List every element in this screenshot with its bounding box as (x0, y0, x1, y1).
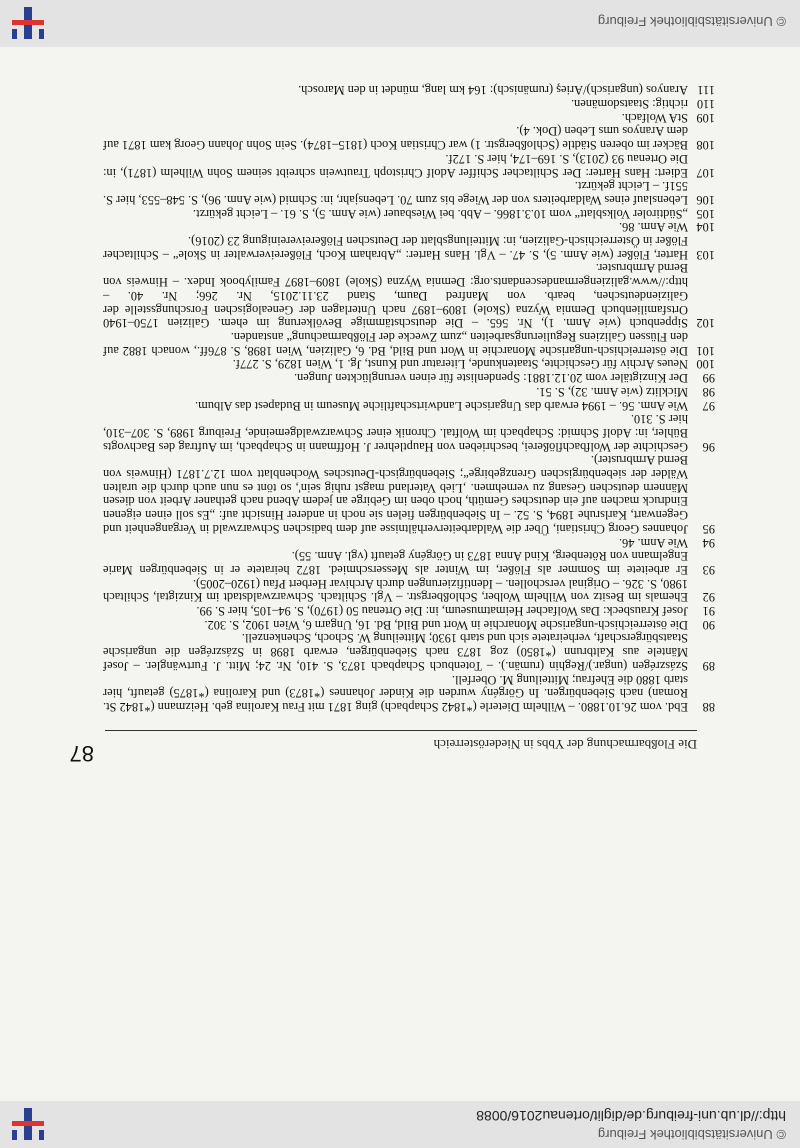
footnote-number: 105 (696, 206, 715, 221)
footnote-text: Ehemals im Besitz von Wilhelm Wolber, Schloßbergstr. – Vgl. Schiltach. Schwarzwaldstadt im Kinzigtal, Schiltach 1980, S. 326. – Original verschollen. – Identifizierungen durch Archivar Herbert Pfau (1920–2005). (103, 576, 688, 605)
footnote-number: 99 (702, 371, 715, 386)
footnote-number: 93 (702, 562, 715, 577)
footnote-104 (103, 220, 715, 234)
footnote-text: Die österreichisch-ungarische Monarchie in Wort und Bild, Bd. 6, Galizien, Wien 1898, S. 876ff., wonach 1882 auf den Flüssen Galiziens Regulierungsarbeiten „zum Zwecke der Flößbarmachung“ anstanden. (103, 330, 688, 358)
footnote-text: Lebenslauf eines Waldarbeiters von der Wiege bis zum 70. Lebensjahr, in: Schmid (wie Anm. 96), S. 548–553, hier S. 551f. – Leicht gekürzt. (103, 179, 688, 207)
page-number: 87 (69, 741, 94, 766)
footnote-number: 100 (696, 357, 715, 372)
footer-copyright-text: © Universitätsbibliothek Freiburg (597, 14, 786, 29)
footnote-number: 98 (702, 384, 715, 399)
footnote-98 (103, 384, 715, 398)
footnote-99 (103, 370, 715, 384)
footer-logo-icon (12, 7, 44, 39)
footnote-105 (103, 206, 715, 220)
footnote-number: 96 (702, 439, 715, 454)
footnote-text: Geschichte der Wolfbachflößerei, beschrieben von Hauptlehrer J. Hoffmann in Schapbach, im Auftrag des Bachvogts Bühler, in: Adolf Schmid: Schapbach im Wolftal. Chronik einer Schwarzwaldgemeinde, Freiburg 1989, S. 307–310, hier S. 310. (103, 412, 688, 454)
copyright-text: © Universitätsbibliothek Freiburg (597, 1127, 786, 1142)
footnote-number: 88 (702, 700, 715, 714)
running-title: Die Floßbarmachung der Ybbs in Niederösterreich (433, 737, 697, 752)
footnote-110 (103, 96, 715, 110)
footnote-102 (103, 261, 715, 330)
footnote-number: 106 (696, 192, 715, 207)
footnote-88 (103, 672, 715, 713)
footnote-text: Harter, Flößer (wie Anm. 5), S. 47. – Vgl. Hans Harter: „Abraham Koch, Flößereiverwalter in Skole“ – Schiltacher Flößer in Österreichisch-Galizien, in: Mitteilungsblatt der Deutschen Flößereivereinigung 23 (2016). (103, 234, 688, 262)
footnote-number: 101 (696, 343, 715, 358)
footnote-text: Josef Krausbeck: Das Wolfacher Heimatmuseum, in: Die Ortenau 50 (1970), S. 94–105, hier S. 99. (196, 604, 688, 619)
footnote-text: Micklitz (wie Anm. 32), S. 51. (536, 384, 688, 399)
footnote-number: 90 (702, 617, 715, 632)
footnote-number: 89 (702, 658, 715, 673)
footnote-number: 94 (702, 535, 715, 550)
library-logo-icon (12, 1108, 44, 1140)
footnote-text: Wie Anm. 46. (618, 535, 688, 550)
footnote-number: 104 (696, 220, 715, 235)
footnote-106 (103, 179, 715, 206)
footnote-text: „Südtiroler Volksblatt“ vom 10.3.1866. – Abb. bei Wiesbauer (wie Anm. 5), S. 61. – Leicht gekürzt. (192, 206, 688, 221)
footnote-text: Wie Anm. 86. (618, 220, 688, 235)
footnote-number: 97 (702, 398, 715, 413)
footnote-96 (103, 412, 715, 453)
footnote-text: Szászrégen (ungar.)/Reghin (rumän.). – Totenbuch Schapbach 1873, S. 410, Nr. 24; Mitt. J. Furtwängler. – Josef Mäntele aus Kaltbrunn (*1850) zog 1873 nach Siebenbürgen, erwarb 1898 in Szászrégen die ungarische Staatsbürgerschaft, verheiratete sich und starb 1930; Mitteilung W. Schoch, Schenkenzell. (103, 631, 688, 673)
footnote-number: 107 (696, 165, 715, 180)
footnote-text: Der Kinzigtäler vom 20.12.1881: Spendenliste für einen verunglückten Jungen. (294, 371, 688, 386)
footnote-91 (103, 603, 715, 617)
footnote-text: Ebd. vom 26.10.1880. – Wilhelm Dieterle (*1842 Schapbach) ging 1871 mit Frau Karolina geb. Heizmann (*1842 St. Roman) nach Siebenbürgen. In Görgény wurden die Kinder Johannes (*1873) und Karolina (*1875) getauft, hier starb 1880 die Ehefrau; Mitteilung M. Oberfell. (103, 672, 688, 714)
footnote-text: Aranyos (ungarisch)/Arieş (rumänisch): 164 km lang, mündet in den Marosch. (298, 83, 688, 98)
footnote-103 (103, 233, 715, 260)
footnote-number: 95 (702, 521, 715, 536)
footnote-text: Sippenbuch (wie Anm. 1), Nr. 565. – Die deutschstämmige Bevölkerung im ehem. Galizien 1750–1940 Ortsfamilienbuch Demnia Wyzna (Skole) 1809–1897 nach Unterlagen der Genealogischen Forschungsstelle der Galiziendeutschen, bearb. von Manfred Daum, Stand 23.11.2015, Nr. 266; Nr. 40. – http://www.galiziengermandescendants.org: Demnia Wyzna (Skole) 1809–1897 Familybook Index. – Hinweis von Bernd Armbruster. (103, 261, 688, 331)
footnote-number: 108 (696, 138, 715, 153)
footnote-number: 109 (696, 110, 715, 125)
footnote-list (103, 83, 715, 713)
scanned-page (0, 47, 800, 1101)
footnote-97 (103, 398, 715, 412)
page-url-link[interactable]: http://dl.ub.uni-freiburg.de/diglit/ortenau2016/0088 (476, 1108, 786, 1124)
footnote-text: Neues Archiv für Geschichte, Staatenkunde, Literatur und Kunst, Jg. 1, Wien 1829, S. 277f. (232, 357, 688, 372)
footnote-100 (103, 357, 715, 371)
footnote-89 (103, 631, 715, 672)
header-rule (105, 730, 697, 731)
footnote-text: Wie Anm. 56. – 1994 erwarb das Ungarische Landwirtschaftliche Museum in Budapest das Album. (195, 398, 688, 413)
footnote-text: Ediert: Hans Harter: Der Schiltacher Schiffer Adolf Christoph Trautwein schreibt seinem Sohn Wilhelm (1871), in: Die Ortenau 93 (2013), S. 169–174, hier S. 172f. (103, 151, 688, 180)
footnote-111 (103, 83, 715, 97)
footnote-107 (103, 151, 715, 178)
footnote-number: 102 (696, 316, 715, 331)
footnote-95 (103, 453, 715, 535)
footnote-109 (103, 110, 715, 124)
footnote-number: 110 (696, 97, 715, 112)
footnote-text: Die österreichisch-ungarische Monarchie in Wort und Bild, Bd. 16, Ungarn 6, Wien 1902, S. 302. (204, 617, 688, 632)
footnote-101 (103, 329, 715, 356)
footnote-number: 103 (696, 247, 715, 262)
footnote-text: Johannes Georg Christiani, Über die Waldarbeiterverhältnisse auf dem badischen Schwarzwald in Vergangenheit und Gegenwart, Karlsruhe 1894, S. 52. – In Siebenbürgen fielen sie noch in anderer Hinsicht auf: „Es soll einen eigenen Eindruck machen auf ein deutsches Gemüth, hoch oben im Gebirge an jedem Abend nach gethaner Arbeit von diesen Männern deutschen Gesang zu vernehmen. ‚Lieb Vaterland magst ruhig sein', so tönt es nun auch durch die uralten Wälder der siebenbürgischen Grenzgebirge“; Siebenbürgisch-Deutsches Wochenblatt vom 12.7.1871 (Hinweis von Bernd Armbruster). (103, 453, 688, 536)
footnote-108 (103, 124, 715, 151)
viewer-header-bar (0, 1101, 800, 1148)
footnote-text: Er arbeitete im Sommer als Flößer, im Winter als Messerschmied. 1872 heiratete er in Siebenbürgen Marie Engelmann von Rötenberg, Kind Anna 1873 in Görgény getauft (vgl. Anm. 55). (103, 549, 688, 577)
footnote-number: 91 (702, 604, 715, 619)
footnote-text: StA Wolfach. (621, 110, 688, 125)
footnote-93 (103, 549, 715, 576)
footnote-94 (103, 535, 715, 549)
footnote-number: 92 (702, 590, 715, 605)
viewer-footer-bar (0, 0, 800, 47)
footnote-text: Bäcker im oberen Städtle (Schloßbergstr. 1) war Christian Koch (1815–1874). Sein Sohn Johann Georg kam 1871 auf dem Aranyos ums Leben (Dok. 4). (103, 124, 688, 153)
footnote-text: richtig: Staatsdomänen. (571, 97, 688, 112)
footnote-90 (103, 617, 715, 631)
footnote-number: 111 (697, 83, 715, 98)
footnote-92 (103, 576, 715, 603)
